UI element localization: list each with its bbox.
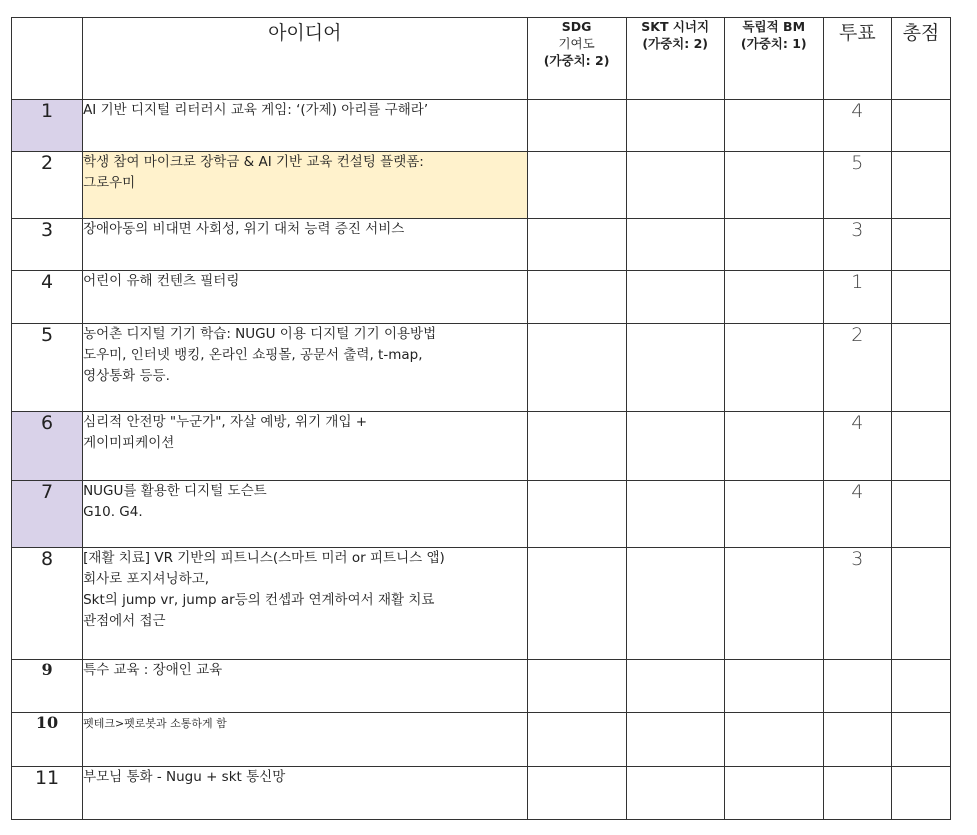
table-row <box>12 324 951 412</box>
row-number: 1 <box>12 100 83 152</box>
idea-evaluation-table <box>11 17 951 820</box>
table-row <box>12 412 951 481</box>
sdg-score-cell[interactable] <box>527 660 626 713</box>
idea-line: 학생 참여 마이크로 장학금 & AI 기반 교육 컨설팅 플랫폼: <box>83 154 424 170</box>
bm-score-cell[interactable] <box>724 412 823 481</box>
total-cell[interactable] <box>891 548 950 660</box>
sdg-score-cell[interactable] <box>527 412 626 481</box>
idea-line: 게이미피케이션 <box>83 435 175 451</box>
bm-score-cell[interactable] <box>724 324 823 412</box>
idea-cell[interactable] <box>83 324 527 412</box>
vote-cell[interactable]: 2 <box>823 324 891 412</box>
idea-line: 농어촌 디지털 기기 학습: NUGU 이용 디지털 기기 이용방법 <box>83 326 437 342</box>
idea-line: 장애아동의 비대면 사회성, 위기 대처 능력 증진 서비스 <box>83 221 405 237</box>
idea-line: 그로우미 <box>83 175 136 191</box>
table-row <box>12 660 951 713</box>
total-cell[interactable] <box>891 412 950 481</box>
bm-score-cell[interactable] <box>724 767 823 820</box>
row-number: 10 <box>12 713 83 767</box>
skt-score-cell[interactable] <box>626 412 724 481</box>
idea-line: NUGU를 활용한 디지털 도슨트 <box>83 483 267 499</box>
bm-score-cell[interactable] <box>724 271 823 324</box>
vote-cell[interactable]: 3 <box>823 219 891 271</box>
total-cell[interactable] <box>891 219 950 271</box>
sdg-score-cell[interactable] <box>527 219 626 271</box>
row-number: 9 <box>12 660 83 713</box>
idea-cell[interactable] <box>83 713 527 767</box>
total-cell[interactable] <box>891 271 950 324</box>
table-row <box>12 100 951 152</box>
idea-line: 어린이 유해 컨텐츠 필터링 <box>83 273 240 289</box>
header-sdg-line-2: 기여도 <box>558 36 595 51</box>
total-cell[interactable] <box>891 152 950 219</box>
vote-cell[interactable]: 4 <box>823 481 891 548</box>
vote-cell[interactable] <box>823 767 891 820</box>
skt-score-cell[interactable] <box>626 548 724 660</box>
sdg-score-cell[interactable] <box>527 713 626 767</box>
header-skt-line-1: SKT 시너지 <box>641 19 710 34</box>
bm-score-cell[interactable] <box>724 100 823 152</box>
idea-line: 심리적 안전망 "누군가", 자살 예방, 위기 개입 + <box>83 414 368 430</box>
vote-cell[interactable]: 4 <box>823 100 891 152</box>
header-row <box>12 18 951 100</box>
total-cell[interactable] <box>891 713 950 767</box>
table-row <box>12 481 951 548</box>
total-cell[interactable] <box>891 660 950 713</box>
header-skt-line-2: (가중치: 2) <box>642 36 709 51</box>
table-row <box>12 271 951 324</box>
idea-line: AI 기반 디지털 리터러시 교육 게임: ‘(가제) 아리를 구해라’ <box>83 102 429 118</box>
idea-line: 특수 교육 : 장애인 교육 <box>83 662 223 678</box>
vote-cell[interactable]: 1 <box>823 271 891 324</box>
idea-line: 도우미, 인터넷 뱅킹, 온라인 쇼핑몰, 공문서 출력, t-map, <box>83 347 423 363</box>
vote-cell[interactable] <box>823 660 891 713</box>
idea-cell[interactable] <box>83 660 527 713</box>
sdg-score-cell[interactable] <box>527 324 626 412</box>
idea-line: 관점에서 접근 <box>83 613 166 629</box>
vote-cell[interactable]: 5 <box>823 152 891 219</box>
bm-score-cell[interactable] <box>724 548 823 660</box>
row-number: 3 <box>12 219 83 271</box>
vote-cell[interactable] <box>823 713 891 767</box>
bm-score-cell[interactable] <box>724 481 823 548</box>
header-vote: 투표 <box>823 18 891 100</box>
skt-score-cell[interactable] <box>626 100 724 152</box>
sdg-score-cell[interactable] <box>527 100 626 152</box>
row-number: 2 <box>12 152 83 219</box>
sdg-score-cell[interactable] <box>527 548 626 660</box>
table-row <box>12 767 951 820</box>
idea-line: 펫테크>펫로봇과 소통하게 함 <box>83 717 227 730</box>
row-number: 4 <box>12 271 83 324</box>
sdg-score-cell[interactable] <box>527 152 626 219</box>
header-idea: 아이디어 <box>83 18 527 100</box>
sdg-score-cell[interactable] <box>527 271 626 324</box>
row-number: 7 <box>12 481 83 548</box>
header-number <box>12 18 83 100</box>
bm-score-cell[interactable] <box>724 660 823 713</box>
idea-line: 회사로 포지셔닝하고, <box>83 571 210 587</box>
vote-cell[interactable]: 4 <box>823 412 891 481</box>
idea-line: 부모님 통화 - Nugu + skt 통신망 <box>83 769 286 785</box>
idea-cell[interactable] <box>83 481 527 548</box>
idea-line: G10. G4. <box>83 504 143 520</box>
skt-score-cell[interactable] <box>626 271 724 324</box>
bm-score-cell[interactable] <box>724 152 823 219</box>
sdg-score-cell[interactable] <box>527 481 626 548</box>
idea-cell[interactable] <box>83 100 527 152</box>
idea-cell[interactable] <box>83 271 527 324</box>
total-cell[interactable] <box>891 324 950 412</box>
idea-cell[interactable] <box>83 412 527 481</box>
skt-score-cell[interactable] <box>626 660 724 713</box>
vote-cell[interactable]: 3 <box>823 548 891 660</box>
header-bm <box>724 18 823 100</box>
row-number: 8 <box>12 548 83 660</box>
row-number: 11 <box>12 767 83 820</box>
skt-score-cell[interactable] <box>626 152 724 219</box>
skt-score-cell[interactable] <box>626 767 724 820</box>
idea-cell[interactable] <box>83 152 527 219</box>
header-bm-line-1: 독립적 BM <box>742 19 806 34</box>
header-skt <box>626 18 724 100</box>
idea-line: Skt의 jump vr, jump ar등의 컨셉과 연계하여서 재활 치료 <box>83 592 435 608</box>
header-sdg <box>527 18 626 100</box>
skt-score-cell[interactable] <box>626 324 724 412</box>
idea-line: 영상통화 등등. <box>83 368 170 384</box>
total-cell[interactable] <box>891 100 950 152</box>
row-number: 5 <box>12 324 83 412</box>
idea-line: [재활 치료] VR 기반의 피트니스(스마트 미러 or 피트니스 앱) <box>83 550 445 566</box>
header-bm-line-2: (가중치: 1) <box>740 36 807 51</box>
idea-cell[interactable] <box>83 767 527 820</box>
idea-cell[interactable] <box>83 219 527 271</box>
sdg-score-cell[interactable] <box>527 767 626 820</box>
total-cell[interactable] <box>891 767 950 820</box>
row-number: 6 <box>12 412 83 481</box>
total-cell[interactable] <box>891 481 950 548</box>
skt-score-cell[interactable] <box>626 713 724 767</box>
table-row <box>12 548 951 660</box>
table-row <box>12 152 951 219</box>
skt-score-cell[interactable] <box>626 481 724 548</box>
bm-score-cell[interactable] <box>724 219 823 271</box>
header-sdg-line-1: SDG <box>561 19 592 34</box>
header-sdg-line-3: (가중치: 2) <box>543 53 610 68</box>
skt-score-cell[interactable] <box>626 219 724 271</box>
table-row <box>12 713 951 767</box>
header-total: 총점 <box>891 18 950 100</box>
idea-cell[interactable] <box>83 548 527 660</box>
bm-score-cell[interactable] <box>724 713 823 767</box>
table-row <box>12 219 951 271</box>
